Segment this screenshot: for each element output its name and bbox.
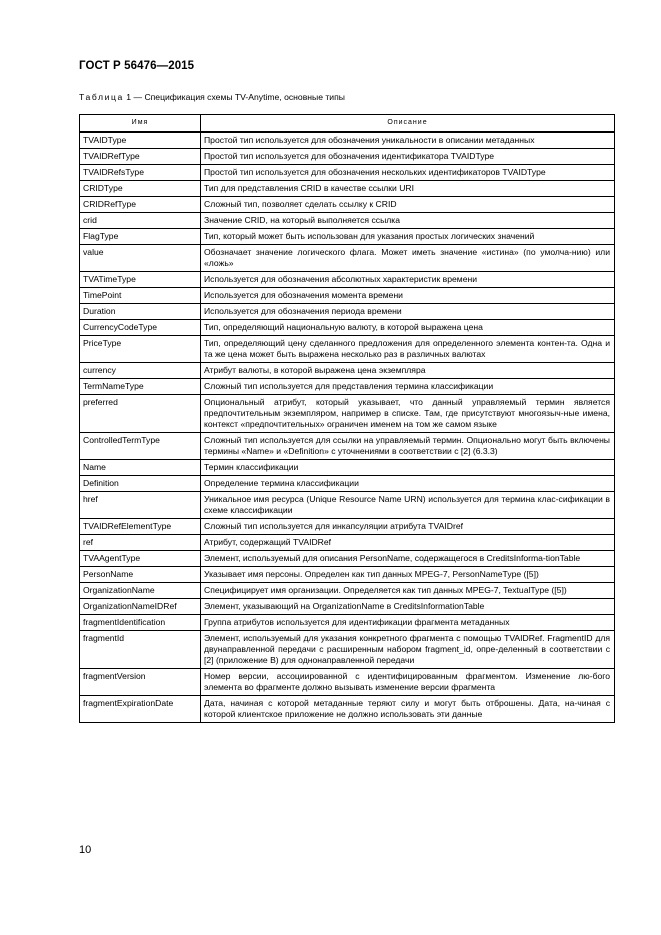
table-row xyxy=(80,519,615,535)
column-header-name: Имя xyxy=(80,115,201,133)
type-name-cell: crid xyxy=(80,213,201,229)
type-name-cell: fragmentId xyxy=(80,631,201,669)
table-row xyxy=(80,288,615,304)
description-cell: Простой тип используется для обозначения идентификатора TVAIDType xyxy=(201,149,615,165)
description-cell: Дата, начиная с которой метаданные теряют силу и могут быть отброшены. Дата, на-чиная с которой клиентское приложение не должно использовать эти данные xyxy=(201,696,615,723)
type-name-cell: TVAIDRefType xyxy=(80,149,201,165)
table-row xyxy=(80,551,615,567)
type-name-cell: PersonName xyxy=(80,567,201,583)
description-cell: Номер версии, ассоциированной с идентифицированным фрагментом. Изменение лю-бого элемента во фрагменте должно вызывать изменение версии фрагмента xyxy=(201,669,615,696)
type-name-cell: value xyxy=(80,245,201,272)
type-name-cell: TVAIDRefsType xyxy=(80,165,201,181)
type-name-cell: currency xyxy=(80,363,201,379)
table-row xyxy=(80,631,615,669)
type-name-cell: Duration xyxy=(80,304,201,320)
type-name-cell: TVAAgentType xyxy=(80,551,201,567)
description-cell: Тип для представления CRID в качестве ссылки URI xyxy=(201,181,615,197)
table-row xyxy=(80,197,615,213)
description-cell: Используется для обозначения периода времени xyxy=(201,304,615,320)
table-row xyxy=(80,395,615,433)
table-row xyxy=(80,599,615,615)
table-row xyxy=(80,245,615,272)
type-name-cell: CurrencyCodeType xyxy=(80,320,201,336)
table-row xyxy=(80,181,615,197)
description-cell: Используется для обозначения абсолютных характеристик времени xyxy=(201,272,615,288)
type-name-cell: ref xyxy=(80,535,201,551)
description-cell: Определение термина классификации xyxy=(201,476,615,492)
column-header-description: Описание xyxy=(201,115,615,133)
type-name-cell: OrganizationNameIDRef xyxy=(80,599,201,615)
type-name-cell: fragmentVersion xyxy=(80,669,201,696)
table-row xyxy=(80,615,615,631)
description-cell: Сложный тип, позволяет сделать ссылку к CRID xyxy=(201,197,615,213)
description-cell: Сложный тип используется для инкапсуляции атрибута TVAIDref xyxy=(201,519,615,535)
table-row xyxy=(80,132,615,149)
table-row xyxy=(80,696,615,723)
table-row xyxy=(80,165,615,181)
type-name-cell: CRIDType xyxy=(80,181,201,197)
table-row xyxy=(80,460,615,476)
description-cell: Уникальное имя ресурса (Unique Resource Name URN) используется для термина клас-сификации в схеме классификации xyxy=(201,492,615,519)
table-row xyxy=(80,304,615,320)
type-name-cell: CRIDRefType xyxy=(80,197,201,213)
table-row xyxy=(80,535,615,551)
table-row xyxy=(80,149,615,165)
table-row xyxy=(80,476,615,492)
table-body xyxy=(80,132,615,723)
description-cell: Группа атрибутов используется для идентификации фрагмента метаданных xyxy=(201,615,615,631)
type-name-cell: FlagType xyxy=(80,229,201,245)
type-name-cell: TermNameType xyxy=(80,379,201,395)
description-cell: Элемент, используемый для указания конкретного фрагмента с помощью TVAIDRef. FragmentID для двунаправленной передачи с расширенным набором fragment_id, опре-деленный в соответствии с [2] (приложение B) для однонаправленной передачи xyxy=(201,631,615,669)
type-name-cell: ControlledTermType xyxy=(80,433,201,460)
type-name-cell: OrganizationName xyxy=(80,583,201,599)
table-row xyxy=(80,379,615,395)
description-cell: Термин классификации xyxy=(201,460,615,476)
table-row xyxy=(80,272,615,288)
table-row xyxy=(80,320,615,336)
description-cell: Используется для обозначения момента времени xyxy=(201,288,615,304)
table-row xyxy=(80,567,615,583)
type-name-cell: fragmentExpirationDate xyxy=(80,696,201,723)
description-cell: Тип, который может быть использован для указания простых логических значений xyxy=(201,229,615,245)
table-caption-text: 1 — Спецификация схемы TV-Anytime, основные типы xyxy=(126,92,345,102)
description-cell: Тип, определяющий национальную валюту, в которой выражена цена xyxy=(201,320,615,336)
description-cell: Специфицирует имя организации. Определяется как тип данных MPEG-7, TextualType ([5]) xyxy=(201,583,615,599)
type-name-cell: TimePoint xyxy=(80,288,201,304)
description-cell: Сложный тип используется для представления термина классификации xyxy=(201,379,615,395)
description-cell: Указывает имя персоны. Определен как тип данных MPEG-7, PersonNameType ([5]) xyxy=(201,567,615,583)
description-cell: Значение CRID, на который выполняется ссылка xyxy=(201,213,615,229)
description-cell: Элемент, указывающий на OrganizationName в CreditsInformationTable xyxy=(201,599,615,615)
page-number: 10 xyxy=(79,844,92,856)
type-name-cell: TVAIDType xyxy=(80,132,201,149)
type-name-cell: preferred xyxy=(80,395,201,433)
table-row xyxy=(80,336,615,363)
table-header-row xyxy=(80,115,615,133)
type-name-cell: TVAIDRefElementType xyxy=(80,519,201,535)
type-name-cell: Name xyxy=(80,460,201,476)
type-name-cell: fragmentIdentification xyxy=(80,615,201,631)
type-name-cell: Definition xyxy=(80,476,201,492)
type-name-cell: href xyxy=(80,492,201,519)
table-row xyxy=(80,363,615,379)
table-caption-label: Таблица xyxy=(79,92,124,102)
table-row xyxy=(80,583,615,599)
type-name-cell: PriceType xyxy=(80,336,201,363)
description-cell: Простой тип используется для обозначения нескольких идентификаторов TVAIDType xyxy=(201,165,615,181)
spec-table xyxy=(79,114,615,723)
document-code: ГОСТ Р 56476—2015 xyxy=(79,60,195,72)
table-row xyxy=(80,492,615,519)
table-row xyxy=(80,433,615,460)
description-cell: Атрибут валюты, в которой выражена цена экземпляра xyxy=(201,363,615,379)
description-cell: Простой тип используется для обозначения уникальности в описании метаданных xyxy=(201,132,615,149)
description-cell: Тип, определяющий цену сделанного предложения для определенного элемента контен-та. Одна и та же цена может быть выражена несколько раз в различных валютах xyxy=(201,336,615,363)
description-cell: Атрибут, содержащий TVAIDRef xyxy=(201,535,615,551)
table-row xyxy=(80,229,615,245)
table-caption xyxy=(79,92,345,102)
table-row xyxy=(80,669,615,696)
description-cell: Опциональный атрибут, который указывает, что данный управляемый термин является предпочтительным экземпляром, например в списке. Там, где присутствуют многоязыч-ные имена, контекст «предпочтительных» ограничен именем на том же самом языке xyxy=(201,395,615,433)
table-row xyxy=(80,213,615,229)
description-cell: Элемент, используемый для описания PersonName, содержащегося в CreditsInforma-tionTable xyxy=(201,551,615,567)
description-cell: Обозначает значение логического флага. Может иметь значение «истина» (по умолча-нию) или «ложь» xyxy=(201,245,615,272)
type-name-cell: TVATimeType xyxy=(80,272,201,288)
description-cell: Сложный тип используется для ссылки на управляемый термин. Опционально могут быть включены термины «Name» и «Definition» с уточнениями в соответствии с [2] (6.3.3) xyxy=(201,433,615,460)
